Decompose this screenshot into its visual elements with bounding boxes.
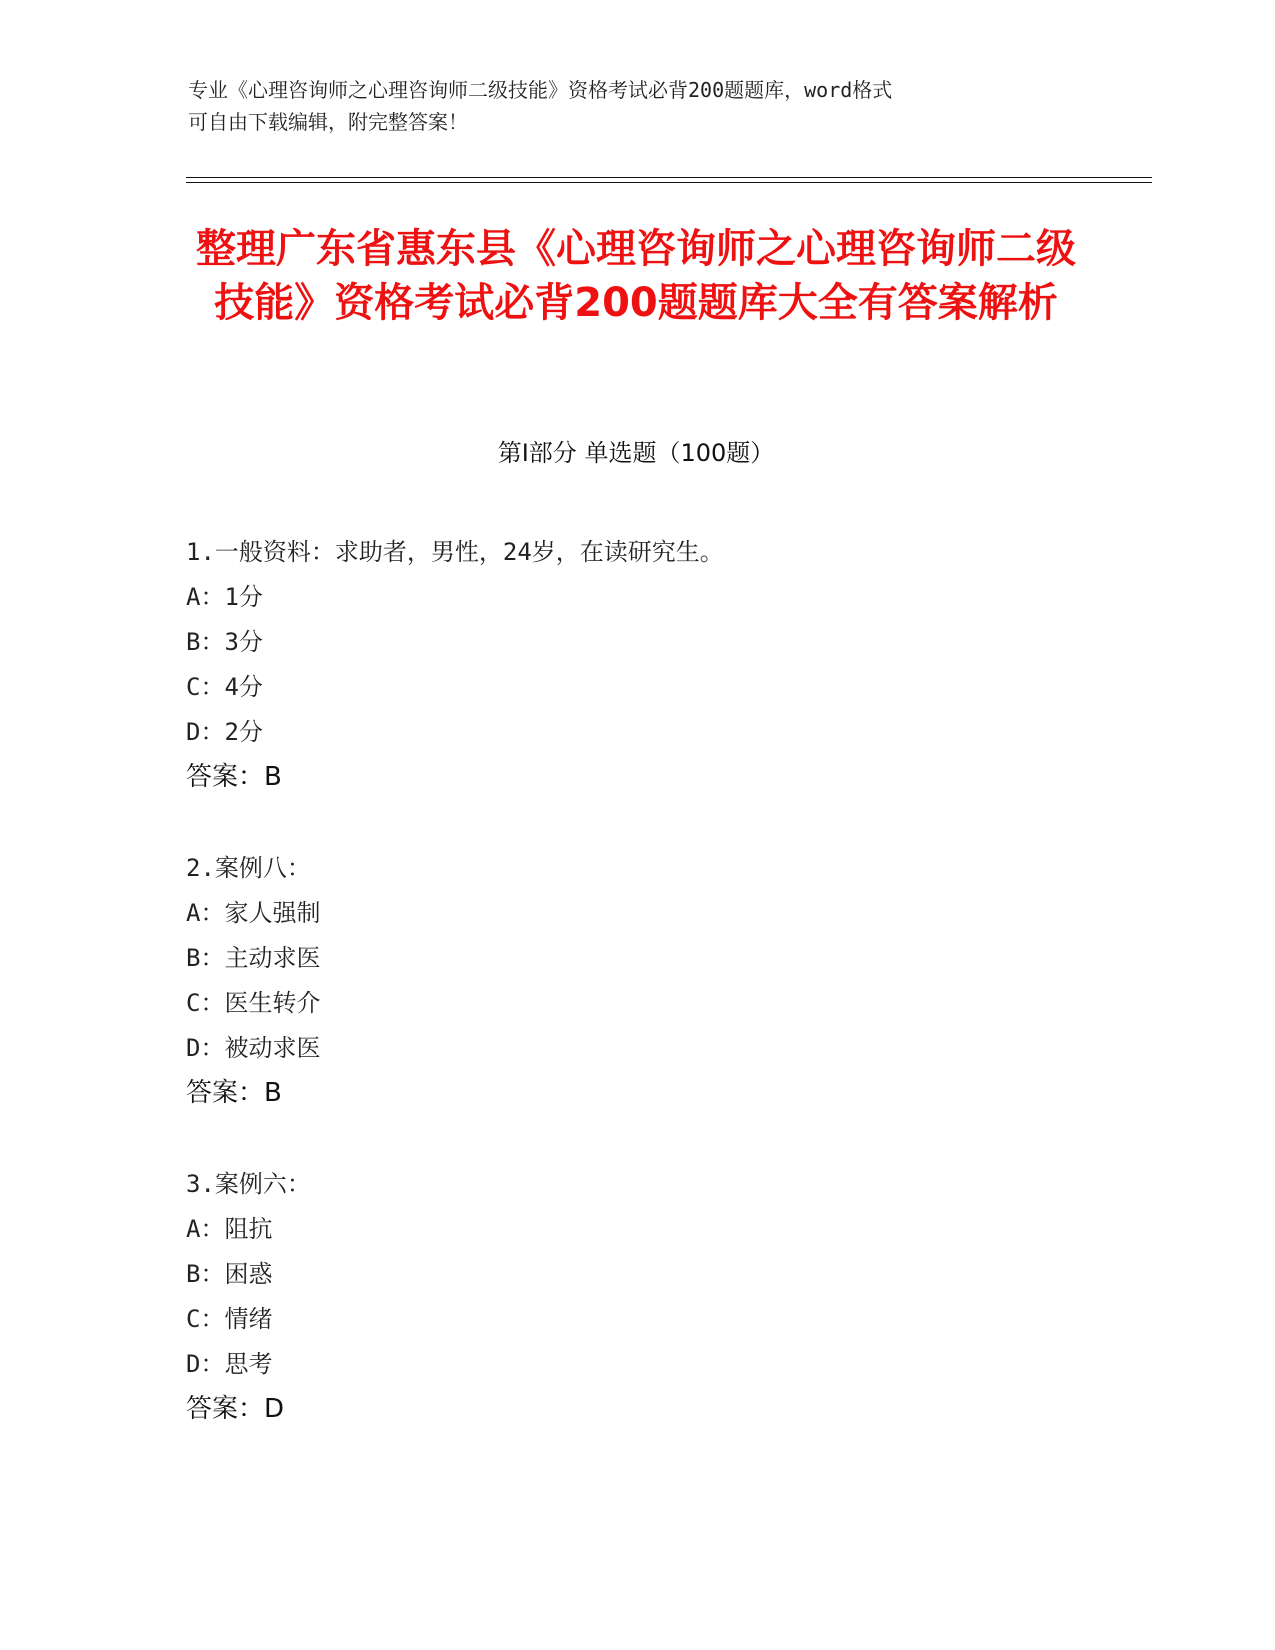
option-a: A：家人强制 <box>186 899 321 927</box>
option-c: C：情绪 <box>186 1305 273 1333</box>
header-divider-bottom <box>186 182 1152 183</box>
option-b: B：3分 <box>186 628 263 656</box>
option-d: D：思考 <box>186 1350 273 1378</box>
option-c: C：4分 <box>186 673 263 701</box>
header-note-line-2: 可自由下载编辑，附完整答案！ <box>188 110 468 134</box>
answer-key: 答案：B <box>186 1078 282 1108</box>
option-b: B：困惑 <box>186 1260 273 1288</box>
header-note <box>188 74 1088 138</box>
header-note-line-1: 专业《心理咨询师之心理咨询师二级技能》资格考试必背200题题库，word格式 <box>188 78 893 102</box>
option-d: D：被动求医 <box>186 1034 321 1062</box>
answer-key: 答案：D <box>186 1394 285 1424</box>
document-title: 整理广东省惠东县《心理咨询师之心理咨询师二级技能》资格考试必背200题题库大全有答案解析 <box>196 226 1076 326</box>
option-a: A：阻抗 <box>186 1215 273 1243</box>
section-heading: 第Ⅰ部分 单选题（100题） <box>497 439 775 467</box>
question-list <box>186 530 1086 1478</box>
option-b: B：主动求医 <box>186 944 321 972</box>
question-stem: 2.案例八： <box>186 854 311 882</box>
header-divider-top <box>186 177 1152 178</box>
option-c: C：医生转介 <box>186 989 321 1017</box>
option-a: A：1分 <box>186 583 263 611</box>
question-3 <box>186 1162 1086 1432</box>
question-2 <box>186 846 1086 1116</box>
question-stem: 1.一般资料：求助者，男性，24岁，在读研究生。 <box>186 538 724 566</box>
question-1 <box>186 530 1086 800</box>
option-d: D：2分 <box>186 718 263 746</box>
answer-key: 答案：B <box>186 762 282 792</box>
question-stem: 3.案例六： <box>186 1170 311 1198</box>
